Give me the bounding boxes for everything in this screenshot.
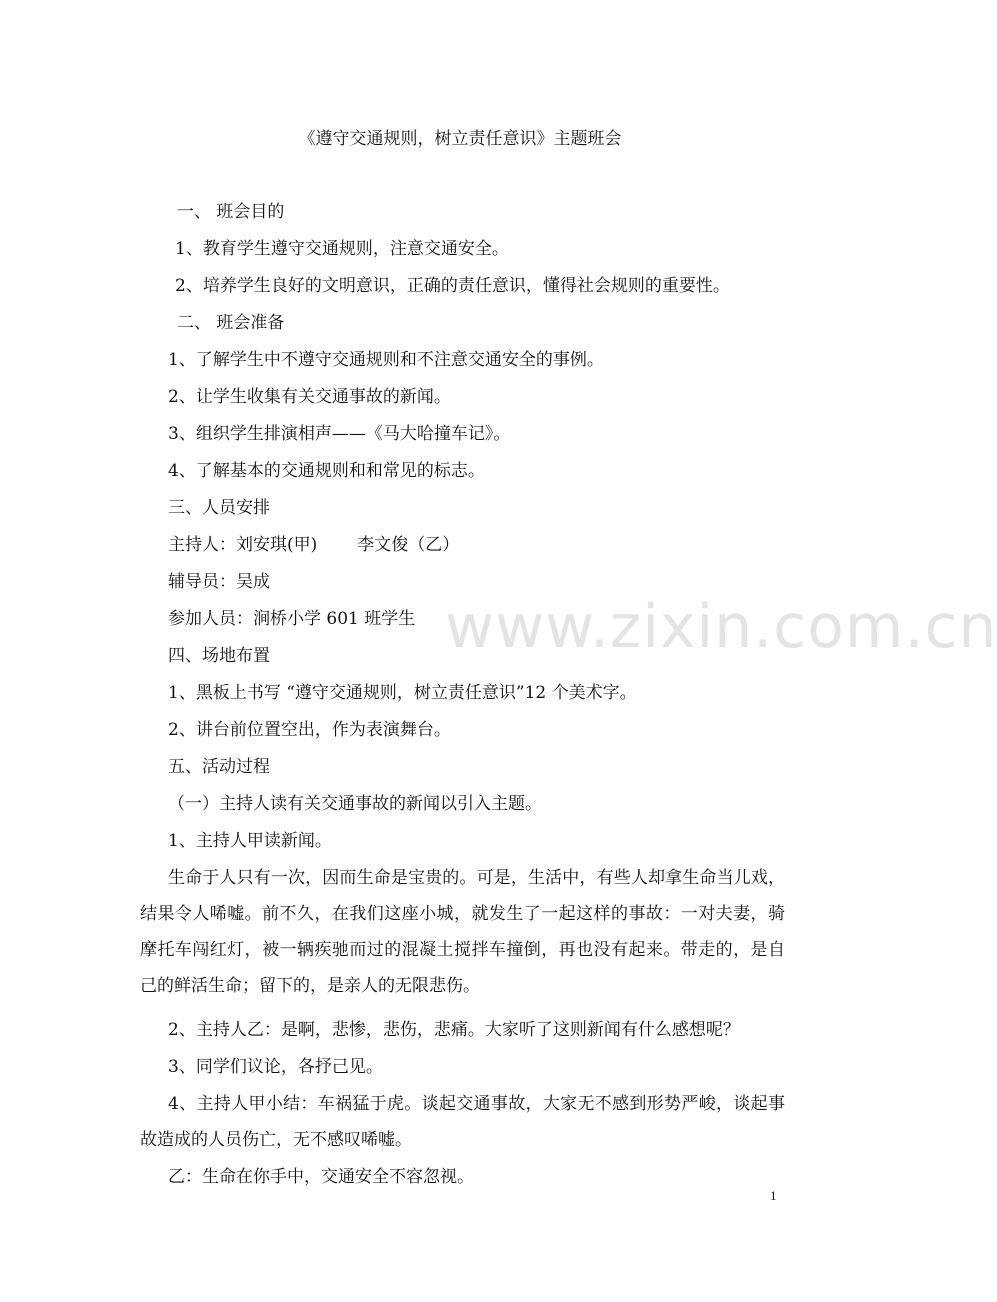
section-heading-process: 五、活动过程 — [168, 757, 270, 777]
section-heading-venue: 四、场地布置 — [168, 646, 270, 666]
document-title: 《遵守交通规则，树立责任意识》主题班会 — [298, 129, 622, 149]
list-item: 3、同学们议论，各抒己见。 — [168, 1057, 383, 1077]
list-item: 2、主持人乙：是啊，悲惨，悲伤，悲痛。大家听了这则新闻有什么感想呢？ — [168, 1020, 740, 1040]
page-number: 1 — [770, 1188, 777, 1203]
news-paragraph: 生命于人只有一次，因而生命是宝贵的。可是，生活中，有些人却拿生命当儿戏，结果令人唏嘘。前不久，在我们这座小城，就发生了一起这样的事故：一对夫妻，骑摩托车闯红灯，被一辆疾驰而过的混凝土搅拌车撞倒，再也没有起来。带走的，是自己的鲜活生命；留下的，是亲人的无限悲伤。 — [140, 868, 785, 996]
host-b: 李文俊（乙） — [357, 535, 460, 555]
participants-line: 参加人员：涧桥小学 601 班学生 — [168, 609, 416, 629]
list-item: 2、讲台前位置空出，作为表演舞台。 — [168, 720, 451, 740]
counselor-line: 辅导员：吴成 — [168, 572, 270, 592]
list-item: 1、了解学生中不遵守交通规则和不注意交通安全的事例。 — [168, 350, 604, 370]
list-item: 1、主持人甲读新闻。 — [168, 831, 332, 851]
list-item: 1、教育学生遵守交通规则，注意交通安全。 — [175, 239, 509, 259]
list-item: 4、了解基本的交通规则和和常见的标志。 — [168, 461, 485, 481]
host-a: 主持人：刘安琪(甲) — [168, 535, 318, 555]
watermark: www.zixin.com.cn — [445, 592, 997, 662]
list-item: 3、组织学生排演相声——《马大哈撞车记》。 — [168, 424, 511, 444]
closing-line: 乙：生命在你手中，交通安全不容忽视。 — [168, 1167, 474, 1187]
section-heading-purpose: 一、 班会目的 — [177, 202, 285, 222]
list-item: 1、黑板上书写 “遵守交通规则，树立责任意识”12 个美术字。 — [168, 683, 637, 703]
list-item: 2、让学生收集有关交通事故的新闻。 — [168, 387, 451, 407]
list-item: 2、培养学生良好的文明意识，正确的责任意识，懂得社会规则的重要性。 — [175, 276, 730, 296]
hosts-line — [168, 533, 793, 557]
section-heading-staff: 三、人员安排 — [168, 498, 270, 518]
section-heading-preparation: 二、 班会准备 — [177, 313, 285, 333]
summary-paragraph: 4、主持人甲小结：车祸猛于虎。谈起交通事故，大家无不感到形势严峻，谈起事故造成的人员伤亡，无不感叹唏嘘。 — [140, 1094, 785, 1150]
subsection-heading: （一）主持人读有关交通事故的新闻以引入主题。 — [168, 794, 542, 814]
